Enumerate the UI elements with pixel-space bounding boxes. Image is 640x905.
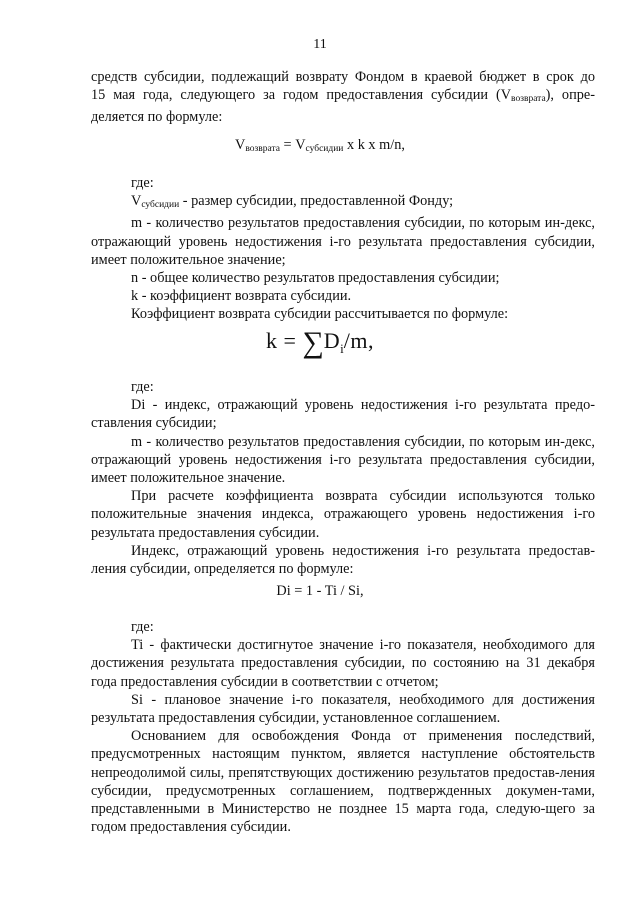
def-di: Di - индекс, отражающий уровень недостижения i-го результата предо-ставления субсидии; <box>91 397 595 432</box>
def-v-sub: субсидии <box>141 200 180 211</box>
intro-line-2-end: ), опре- <box>545 87 595 104</box>
def-v-letter: V <box>131 193 142 210</box>
intro-line-1: средств субсидии, подлежащий возврату Фондом в краевой бюджет в срок до <box>91 69 595 85</box>
def-si: Si - плановое значение i-го показателя, необходимого для достижения результата предоставления субсидии, установленное соглашением. <box>91 691 595 727</box>
formula2-k: k <box>265 328 278 353</box>
page-number: 11 <box>313 37 327 52</box>
formula1-v-sub: возврата <box>245 144 280 154</box>
definitions-2 <box>91 378 595 578</box>
formula1-rest: x k x m/n, <box>343 137 405 153</box>
intro-paragraph <box>91 68 595 127</box>
sum-icon: ∑ <box>302 326 324 359</box>
def-ti: Ti - фактически достигнутое значение i-го показателя, необходимого для достижения результата предоставления субсидии, по состоянию на 31 декабря года предоставления субсидии в соответствии с отчетом; <box>91 637 595 690</box>
intro-line-2-text: 15 мая года, следующего за годом предоставления субсидии (V <box>91 87 512 104</box>
def-m: m - количество результатов предоставления субсидии, по которым ин-декс, отражающий уровень недостижения i-го результата предоставления субсидии, имеет положительное значение; <box>91 215 595 268</box>
intro-line-3: деляется по формуле: <box>91 109 223 126</box>
definitions-3 <box>91 618 595 836</box>
formula-k <box>0 326 640 360</box>
index-intro: Индекс, отражающий уровень недостижения i-го результата предостав-ления субсидии, определяется по формуле: <box>91 542 595 578</box>
formula-return-amount <box>0 137 640 154</box>
k-intro: Коэффициент возврата субсидии рассчитывается по формуле: <box>131 306 509 323</box>
formula-di: Di = 1 - Ti / Si, <box>276 583 364 599</box>
formula2-rest: /m, <box>343 328 375 353</box>
formula1-vsub-sub: субсидии <box>305 144 344 154</box>
where-label-3: где: <box>131 619 154 635</box>
formula2-eq: = <box>277 328 303 353</box>
formula2-d: D <box>323 328 341 353</box>
where-label-1: где: <box>131 175 154 191</box>
formula2-i: i <box>340 341 344 356</box>
def-k: k - коэффициент возврата субсидии. <box>131 288 352 305</box>
v-return-subscript: возврата <box>511 94 546 105</box>
def-v-text: - размер субсидии, предоставленной Фонду; <box>179 193 454 210</box>
intro-line-2 <box>91 86 595 108</box>
release-paragraph: Основанием для освобождения Фонда от применения последствий, предусмотренных настоящим пунктом, является наступление обстоятельств непреодолимой силы, препятствующих достижению результатов предостав-ления субсидии, предусмотренных соглашением, подтвержденных докумен-тами, представленными в Министерство не позднее 15 марта года, следую-щего за годом предоставления субсидии. <box>91 728 595 836</box>
formula1-eq: = V <box>279 137 306 153</box>
formula1-v: V <box>235 137 246 153</box>
def-m-2: m - количество результатов предоставления субсидии, по которым ин-декс, отражающий уровень недостижения i-го результата предоставления субсидии, имеет положительное значение. <box>91 433 595 487</box>
calc-note: При расчете коэффициента возврата субсидии используются только положительные значения индекса, отражающего уровень недостижения i-го результата предоставления субсидии. <box>91 488 595 541</box>
def-v-subsidy <box>91 192 595 214</box>
where-label-2: где: <box>131 379 154 395</box>
definitions-1 <box>91 174 595 324</box>
def-n: n - общее количество результатов предоставления субсидии; <box>131 270 500 287</box>
